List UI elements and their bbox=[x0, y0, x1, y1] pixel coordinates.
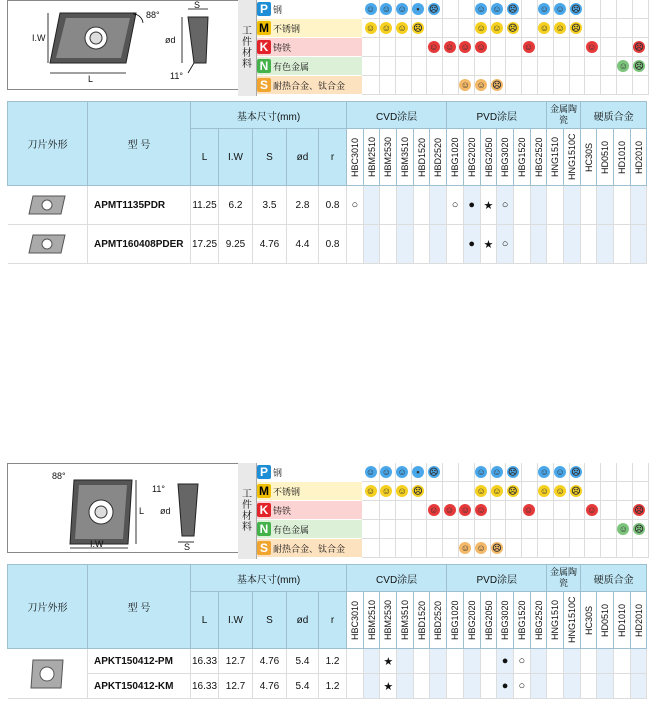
dim-value: 16.33 bbox=[191, 649, 219, 674]
sad-face-icon: ☹ bbox=[507, 23, 518, 33]
dim-value: 12.7 bbox=[219, 649, 253, 674]
sad-face-icon: ☹ bbox=[428, 4, 439, 14]
happy-face-icon: ☺ bbox=[555, 23, 565, 33]
col-shape: 刀片外形 bbox=[8, 102, 88, 186]
grade-mark: ○ bbox=[497, 225, 514, 264]
dim-value: 12.7 bbox=[219, 674, 253, 699]
suitability-cell bbox=[631, 539, 649, 558]
badge-p: P bbox=[257, 465, 271, 479]
grade-mark bbox=[630, 674, 647, 699]
grade-label: HBM3510 bbox=[400, 599, 411, 641]
dim-value: 3.5 bbox=[253, 186, 287, 225]
happy-face-icon: ☺ bbox=[397, 467, 407, 477]
s-label: S bbox=[184, 542, 191, 552]
badge-k: K bbox=[257, 503, 271, 517]
happy-face-icon: ☺ bbox=[444, 505, 455, 515]
col-cermet: 金属陶瓷 bbox=[547, 565, 580, 592]
sad-face-icon: ☹ bbox=[492, 543, 502, 553]
suitability-grid bbox=[362, 463, 647, 559]
material-row-m bbox=[257, 482, 362, 500]
suitability-cell bbox=[631, 463, 649, 482]
suitability-cell bbox=[631, 19, 649, 38]
grade-label: HBG2050 bbox=[483, 600, 494, 640]
col-model: 型 号 bbox=[88, 102, 191, 186]
table-row bbox=[8, 649, 647, 674]
grade-label: HBG2520 bbox=[533, 600, 544, 640]
grade-mark bbox=[614, 649, 631, 674]
insert-drawing-icon bbox=[8, 1, 238, 89]
happy-face-icon: ☺ bbox=[460, 42, 470, 52]
grade-label: HBM2510 bbox=[366, 599, 377, 641]
sad-face-icon: ☹ bbox=[634, 505, 644, 515]
happy-face-icon: ☺ bbox=[365, 23, 376, 33]
badge-n: N bbox=[257, 522, 271, 536]
grade-label: HBG2050 bbox=[483, 137, 494, 177]
dim-value: 2.8 bbox=[287, 186, 319, 225]
badge-n: N bbox=[257, 59, 271, 73]
insert-photo-icon bbox=[25, 231, 69, 257]
grade-mark bbox=[597, 186, 614, 225]
d-label: ød bbox=[160, 506, 171, 516]
suitability-grid bbox=[362, 0, 647, 96]
happy-face-icon: ☺ bbox=[539, 467, 549, 477]
happy-face-icon: ☺ bbox=[444, 42, 455, 52]
grade-label: HNG1510 bbox=[550, 136, 561, 178]
grade-mark bbox=[363, 186, 380, 225]
dim-value: 5.4 bbox=[287, 674, 319, 699]
grade-label: HBG1520 bbox=[516, 600, 527, 640]
material-title: 工件材料 bbox=[238, 0, 257, 96]
badge-s: S bbox=[257, 78, 271, 92]
insert-drawing-icon bbox=[8, 464, 238, 552]
grade-label: HD1010 bbox=[617, 140, 628, 174]
happy-face-icon: ☺ bbox=[618, 61, 628, 71]
grade-mark bbox=[630, 186, 647, 225]
sad-face-icon: ☹ bbox=[634, 42, 644, 52]
happy-face-icon: ☺ bbox=[476, 486, 486, 496]
grade-mark bbox=[564, 674, 581, 699]
dim-value: 9.25 bbox=[219, 225, 253, 264]
grade-mark bbox=[397, 649, 414, 674]
sad-face-icon: ☹ bbox=[507, 467, 518, 477]
grade-mark bbox=[463, 649, 480, 674]
grade-mark bbox=[564, 649, 581, 674]
grade-mark bbox=[597, 649, 614, 674]
neutral-face-icon: • bbox=[412, 3, 424, 15]
grade-mark bbox=[530, 225, 547, 264]
dim-s: S bbox=[253, 129, 287, 186]
grade-mark bbox=[380, 186, 397, 225]
badge-p: P bbox=[257, 2, 271, 16]
material-label: 有色金属 bbox=[273, 524, 310, 535]
grade-mark bbox=[564, 186, 581, 225]
suitability-cell bbox=[631, 501, 649, 520]
material-label: 铸铁 bbox=[273, 42, 292, 53]
l-label: L bbox=[139, 506, 145, 516]
dim-value: 0.8 bbox=[319, 225, 347, 264]
grade-label: HBC3010 bbox=[350, 137, 361, 177]
col-model: 型 号 bbox=[88, 565, 191, 649]
dim-value: 17.25 bbox=[191, 225, 219, 264]
grade-label: HBG2020 bbox=[466, 137, 477, 177]
happy-face-icon: ☺ bbox=[523, 505, 534, 515]
grade-mark: ● bbox=[463, 186, 480, 225]
grade-mark: ● bbox=[497, 674, 514, 699]
happy-face-icon: ☺ bbox=[539, 486, 549, 496]
product-table bbox=[7, 564, 647, 699]
d-label: ød bbox=[165, 35, 176, 45]
sad-face-icon: ☹ bbox=[492, 80, 502, 90]
sad-face-icon: ☹ bbox=[571, 4, 581, 14]
material-label: 钢 bbox=[273, 4, 283, 15]
neutral-face-icon: • bbox=[412, 466, 424, 478]
sad-face-icon: ☹ bbox=[428, 467, 439, 477]
dim-r: r bbox=[319, 129, 347, 186]
grade-mark: ★ bbox=[380, 649, 397, 674]
grade-mark bbox=[397, 674, 414, 699]
material-row-n bbox=[257, 57, 362, 75]
happy-face-icon: ☺ bbox=[460, 505, 470, 515]
happy-face-icon: ☺ bbox=[587, 42, 597, 52]
grade-label: HD0510 bbox=[600, 140, 611, 174]
col-dims: 基本尺寸(mm) bbox=[191, 565, 347, 592]
badge-s: S bbox=[257, 541, 271, 555]
happy-face-icon: ☺ bbox=[397, 23, 407, 33]
material-row-s bbox=[257, 76, 362, 94]
grade-mark bbox=[397, 186, 414, 225]
material-row-k bbox=[257, 38, 362, 56]
table-row bbox=[8, 674, 647, 699]
dim-l: L bbox=[191, 129, 219, 186]
grade-label: HC30S bbox=[583, 605, 594, 635]
dim-value: 11.25 bbox=[191, 186, 219, 225]
happy-face-icon: ☺ bbox=[476, 42, 486, 52]
dim-value: 4.76 bbox=[253, 225, 287, 264]
happy-face-icon: ☺ bbox=[365, 486, 376, 496]
happy-face-icon: ☺ bbox=[476, 23, 486, 33]
grade-mark bbox=[413, 649, 430, 674]
happy-face-icon: ☺ bbox=[492, 23, 502, 33]
insert-diagram bbox=[7, 463, 239, 553]
grade-mark bbox=[430, 649, 447, 674]
grade-mark bbox=[614, 186, 631, 225]
happy-face-icon: ☺ bbox=[381, 4, 391, 14]
dim-value: 1.2 bbox=[319, 674, 347, 699]
dim-value: 0.8 bbox=[319, 186, 347, 225]
insert-photo-icon bbox=[25, 192, 69, 218]
sad-face-icon: ☹ bbox=[571, 23, 581, 33]
material-panel bbox=[238, 0, 647, 96]
dim-value: 5.4 bbox=[287, 649, 319, 674]
col-carbide: 硬质合金 bbox=[580, 565, 647, 592]
grade-mark bbox=[430, 186, 447, 225]
grade-mark: ★ bbox=[480, 225, 497, 264]
sad-face-icon: ☹ bbox=[413, 486, 423, 496]
col-shape: 刀片外形 bbox=[8, 565, 88, 649]
grade-label: HBG3020 bbox=[500, 137, 511, 177]
grade-label: HBG2520 bbox=[533, 137, 544, 177]
happy-face-icon: ☺ bbox=[381, 23, 391, 33]
material-title: 工件材料 bbox=[238, 463, 257, 559]
grade-mark bbox=[413, 186, 430, 225]
grade-mark bbox=[430, 674, 447, 699]
grade-mark bbox=[430, 225, 447, 264]
happy-face-icon: ☺ bbox=[476, 505, 486, 515]
material-row-p bbox=[257, 463, 362, 481]
model-cell: APKT150412-KM bbox=[88, 674, 191, 699]
l-label: L bbox=[88, 74, 94, 84]
grade-mark bbox=[447, 225, 464, 264]
badge-m: M bbox=[259, 21, 269, 35]
grade-label: HBM2530 bbox=[383, 599, 394, 641]
angle-label: 88° bbox=[52, 471, 66, 481]
material-label: 钢 bbox=[273, 467, 283, 478]
material-panel bbox=[238, 463, 647, 559]
table-row bbox=[8, 225, 647, 264]
grade-mark bbox=[597, 674, 614, 699]
grade-label: HBD1520 bbox=[416, 137, 427, 177]
suitability-cell bbox=[631, 38, 649, 57]
grade-label: HBG3020 bbox=[500, 600, 511, 640]
grade-label: HD0510 bbox=[600, 603, 611, 637]
col-cvd: CVD涂层 bbox=[347, 565, 447, 592]
material-row-k bbox=[257, 501, 362, 519]
grade-mark bbox=[347, 649, 364, 674]
grade-label: HD1010 bbox=[617, 603, 628, 637]
insert-diagram bbox=[7, 0, 239, 90]
grade-mark bbox=[347, 674, 364, 699]
clearance-label: 11° bbox=[170, 71, 183, 81]
material-label: 耐热合金、钛合金 bbox=[273, 543, 346, 554]
grade-mark bbox=[397, 225, 414, 264]
grade-label: HBD1520 bbox=[416, 600, 427, 640]
sad-face-icon: ☹ bbox=[507, 486, 518, 496]
grade-mark bbox=[530, 674, 547, 699]
happy-face-icon: ☺ bbox=[381, 486, 391, 496]
s-label: S bbox=[194, 0, 201, 10]
grade-mark bbox=[547, 186, 564, 225]
sad-face-icon: ☹ bbox=[571, 486, 581, 496]
model-cell: APMT1135PDR bbox=[88, 186, 191, 225]
grade-mark bbox=[363, 225, 380, 264]
col-dims: 基本尺寸(mm) bbox=[191, 102, 347, 129]
insert-photo-icon bbox=[25, 656, 69, 692]
model-cell: APKT150412-PM bbox=[88, 649, 191, 674]
dim-d: ød bbox=[287, 592, 319, 649]
dim-value: 4.4 bbox=[287, 225, 319, 264]
grade-mark bbox=[580, 225, 597, 264]
sad-face-icon: ☹ bbox=[634, 524, 644, 534]
grade-mark bbox=[480, 649, 497, 674]
grade-label: HBD2520 bbox=[433, 600, 444, 640]
sad-face-icon: ☹ bbox=[413, 23, 423, 33]
material-label: 有色金属 bbox=[273, 61, 310, 72]
iw-label: I.W bbox=[90, 539, 104, 549]
grade-mark bbox=[513, 186, 530, 225]
grade-label: HNG1510C bbox=[567, 133, 578, 181]
happy-face-icon: ☺ bbox=[476, 4, 486, 14]
happy-face-icon: ☺ bbox=[429, 42, 439, 52]
grade-mark bbox=[363, 674, 380, 699]
dim-value: 1.2 bbox=[319, 649, 347, 674]
grade-mark bbox=[413, 674, 430, 699]
grade-label: HNG1510C bbox=[567, 596, 578, 644]
grade-mark bbox=[447, 649, 464, 674]
grade-mark bbox=[447, 674, 464, 699]
suitability-cell bbox=[631, 57, 649, 76]
happy-face-icon: ☺ bbox=[476, 467, 486, 477]
happy-face-icon: ☺ bbox=[460, 543, 470, 553]
happy-face-icon: ☺ bbox=[429, 505, 439, 515]
grade-mark bbox=[614, 674, 631, 699]
happy-face-icon: ☺ bbox=[365, 4, 376, 14]
grade-mark bbox=[580, 186, 597, 225]
material-label: 不锈钢 bbox=[273, 486, 301, 497]
happy-face-icon: ☺ bbox=[555, 4, 565, 14]
table-row bbox=[8, 186, 647, 225]
sad-face-icon: ☹ bbox=[507, 4, 518, 14]
grade-mark bbox=[480, 674, 497, 699]
grade-mark: ★ bbox=[380, 674, 397, 699]
dim-value: 4.76 bbox=[253, 649, 287, 674]
material-label: 不锈钢 bbox=[273, 23, 301, 34]
col-pvd: PVD涂层 bbox=[447, 102, 547, 129]
grade-mark: ○ bbox=[447, 186, 464, 225]
material-label: 耐热合金、钛合金 bbox=[273, 80, 346, 91]
suitability-cell bbox=[631, 482, 649, 501]
happy-face-icon: ☺ bbox=[587, 505, 597, 515]
grade-mark: ○ bbox=[347, 186, 364, 225]
grade-mark: ○ bbox=[513, 674, 530, 699]
dim-l: L bbox=[191, 592, 219, 649]
grade-mark bbox=[630, 649, 647, 674]
happy-face-icon: ☺ bbox=[397, 4, 407, 14]
badge-m: M bbox=[259, 484, 269, 498]
grade-label: HBM3510 bbox=[400, 136, 411, 178]
grade-mark: ● bbox=[497, 649, 514, 674]
grade-mark bbox=[630, 225, 647, 264]
happy-face-icon: ☺ bbox=[492, 467, 502, 477]
material-row-m bbox=[257, 19, 362, 37]
grade-mark bbox=[564, 225, 581, 264]
dim-r: r bbox=[319, 592, 347, 649]
grade-mark bbox=[547, 225, 564, 264]
grade-mark: ★ bbox=[480, 186, 497, 225]
dim-iw: I.W bbox=[219, 592, 253, 649]
suitability-cell bbox=[631, 520, 649, 539]
happy-face-icon: ☺ bbox=[397, 486, 407, 496]
grade-label: HD2010 bbox=[633, 140, 644, 174]
grade-mark: ○ bbox=[497, 186, 514, 225]
grade-label: HD2010 bbox=[633, 603, 644, 637]
grade-label: HBM2530 bbox=[383, 136, 394, 178]
grade-label: HBG1020 bbox=[450, 137, 461, 177]
grade-mark bbox=[513, 225, 530, 264]
suitability-cell bbox=[631, 76, 649, 95]
angle-label: 88° bbox=[146, 10, 160, 20]
iw-label: I.W bbox=[32, 33, 46, 43]
happy-face-icon: ☺ bbox=[539, 4, 549, 14]
material-row-n bbox=[257, 520, 362, 538]
material-row-s bbox=[257, 539, 362, 557]
col-pvd: PVD涂层 bbox=[447, 565, 547, 592]
grade-label: HBC3010 bbox=[350, 600, 361, 640]
grade-mark bbox=[530, 649, 547, 674]
grade-label: HBM2510 bbox=[366, 136, 377, 178]
happy-face-icon: ☺ bbox=[492, 486, 502, 496]
grade-label: HBD2520 bbox=[433, 137, 444, 177]
dim-d: ød bbox=[287, 129, 319, 186]
sad-face-icon: ☹ bbox=[571, 467, 581, 477]
grade-label: HBG1520 bbox=[516, 137, 527, 177]
suitability-cell bbox=[631, 0, 649, 19]
col-carbide: 硬质合金 bbox=[580, 102, 647, 129]
grade-label: HNG1510 bbox=[550, 599, 561, 641]
dim-value: 16.33 bbox=[191, 674, 219, 699]
grade-mark bbox=[413, 225, 430, 264]
grade-mark bbox=[547, 674, 564, 699]
happy-face-icon: ☺ bbox=[492, 4, 502, 14]
grade-mark bbox=[547, 649, 564, 674]
happy-face-icon: ☺ bbox=[460, 80, 470, 90]
happy-face-icon: ☺ bbox=[365, 467, 376, 477]
dim-value: 4.76 bbox=[253, 674, 287, 699]
badge-k: K bbox=[257, 40, 271, 54]
col-cvd: CVD涂层 bbox=[347, 102, 447, 129]
grade-mark bbox=[347, 225, 364, 264]
grade-mark bbox=[363, 649, 380, 674]
grade-mark bbox=[580, 649, 597, 674]
model-cell: APMT160408PDER bbox=[88, 225, 191, 264]
happy-face-icon: ☺ bbox=[539, 23, 549, 33]
grade-mark bbox=[530, 186, 547, 225]
dim-value: 6.2 bbox=[219, 186, 253, 225]
happy-face-icon: ☺ bbox=[476, 80, 486, 90]
happy-face-icon: ☺ bbox=[381, 467, 391, 477]
grade-mark bbox=[380, 225, 397, 264]
grade-mark: ● bbox=[463, 225, 480, 264]
material-row-p bbox=[257, 0, 362, 18]
grade-mark bbox=[614, 225, 631, 264]
happy-face-icon: ☺ bbox=[555, 486, 565, 496]
grade-mark: ○ bbox=[513, 649, 530, 674]
happy-face-icon: ☺ bbox=[555, 467, 565, 477]
col-cermet: 金属陶瓷 bbox=[547, 102, 580, 129]
clearance-label: 11° bbox=[152, 484, 165, 494]
grade-label: HBG2020 bbox=[466, 600, 477, 640]
grade-mark bbox=[580, 674, 597, 699]
happy-face-icon: ☺ bbox=[476, 543, 486, 553]
grade-mark bbox=[463, 674, 480, 699]
grade-label: HC30S bbox=[583, 142, 594, 172]
dim-iw: I.W bbox=[219, 129, 253, 186]
grade-mark bbox=[597, 225, 614, 264]
sad-face-icon: ☹ bbox=[634, 61, 644, 71]
happy-face-icon: ☺ bbox=[618, 524, 628, 534]
product-table bbox=[7, 101, 647, 264]
happy-face-icon: ☺ bbox=[523, 42, 534, 52]
grade-label: HBG1020 bbox=[450, 600, 461, 640]
material-label: 铸铁 bbox=[273, 505, 292, 516]
dim-s: S bbox=[253, 592, 287, 649]
